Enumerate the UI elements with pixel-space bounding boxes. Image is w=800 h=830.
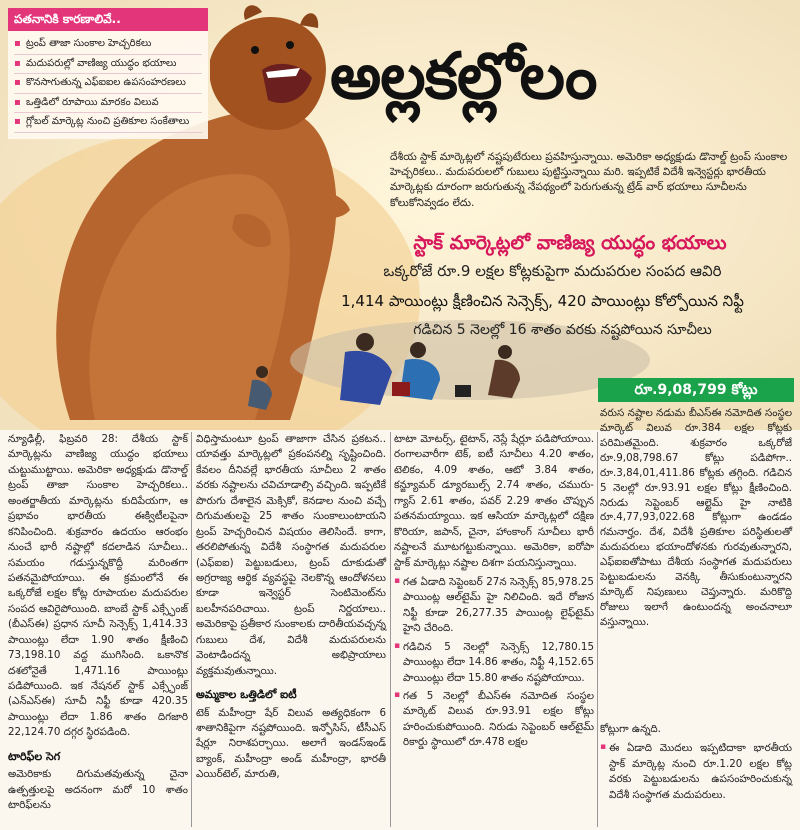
list-item: ▪ కొనసాగుతున్న ఎఫ్ఐఐల ఉపసంహరణలు <box>14 74 202 94</box>
bullet-point: ▪ గత 5 నెలల్లో బీఎస్ఈ నమోదిత సంస్థల మార్కెట్ విలువ రూ.93.91 లక్షల కోట్లు హరించుకుపోయింది. నిరుడు సెప్టెంబర్ ఆల్‌టైమ్ రికార్డు స్థాయిలో రూ.478 లక్షల <box>394 689 594 751</box>
subheading-trade-war: స్టాక్ మార్కెట్లలో వాణిజ్య యుద్ధం భయాలు <box>413 232 727 254</box>
article-paragraph: టాటా మోటర్స్, టైటాన్, నెస్లే షేర్లూ పడిపోయాయి. రంగాలవారీగా టెక్, ఐటీ సూచీలు 4.20 శాతం, టెలికం, 4.09 శాతం, ఆటో 3.84 శాతం, కన్జ్యూమర్ డ్యూరబుల్స్ 2.74 శాతం, చమురు-గ్యాస్ 2.61 శాతం, పవర్ 2.29 శాతం చొప్పున పతనమయ్యాయి. ఇక ఆసియా మార్కెట్లలో దక్షిణ కొరియా, జపాన్, చైనా, హాంకాంగ్ సూచీలు భారీ నష్టాలనే మూటగట్టుకున్నాయి. అమెరికా, ఐరోపా స్టాక్ మార్కెట్లు నష్టాల దిశగా పయనిస్తున్నాయి. <box>394 433 594 569</box>
bullet-point: ▪ గత ఏడాది సెప్టెంబర్ 27న సెన్సెక్స్ 85,978.25 పాయింట్ల ఆల్‌టైమ్ హై నిలిచింది. ఇదే రోజున నిఫ్టీ కూడా 26,277.35 పాయింట్ల లైఫ్‌టైమ్ హైని చేరింది. <box>394 575 594 637</box>
market-cap-loss-text: వరుస నష్టాల నడుమ బీఎస్ఈ నమోదిత సంస్థల మార్కెట్ విలువ రూ.384 లక్షల కోట్లకు పరిమితమైంది. శుక్రవారం ఒక్కరోజే రూ.9,08,798.67 కోట్లు పడిపోగా.. రూ.3,84,01,411.86 కోట్లకు తగ్గింది. గడిచిన 5 నెలల్లో రూ.93.91 లక్షల కోట్లు క్షీణించింది. నిరుడు సెప్టెంబర్ ఆల్టైమ్ హై నాటికి రూ.4,77,93,022.68 కోట్లుగా ఉండడం గమనార్హం. దేశ, విదేశీ ప్రతికూల పరిస్థితులతో మదుపరులు భయాందోళనకు గురవుతున్నారని, ఎఫ్ఐఐతోపాటు దేశీయ సంస్థాగత మదుపరులు పెట్టుబడులను వెనక్కి తీసుకుంటున్నారని మార్కెట్ నిపుణులు చెప్తున్నారు. మరికొద్ది రోజులు ఇలాగే ఉంటుందన్న అంచనాలూ వస్తున్నాయి. <box>600 407 792 628</box>
list-item: ▪ గ్లోబల్ మార్కెట్ల నుంచి ప్రతికూల సంకేతాలు <box>14 113 202 133</box>
column-divider <box>390 432 391 827</box>
column-divider <box>191 432 192 827</box>
section-heading: టారిఫ్‌ల సెగ <box>8 749 61 763</box>
bullet-point: ▪ ఈ ఏడాది మొదలు ఇప్పటిదాకా భారతీయ స్టాక్ మార్కెట్ల నుంచి రూ.1.20 లక్షల కోట్ల వరకు పెట్టుబడులను ఉపసంహరించుకున్న విదేశీ సంస్థాగత మదుపరులు. <box>600 741 792 803</box>
intro-paragraph: దేశీయ స్టాక్ మార్కెట్లలో నష్టపుటేరులు ప్రవహిస్తున్నాయి. అమెరికా అధ్యక్షుడు డొనాల్డ్ ట్రంప్ సుంకాల హెచ్చరికలు.. మదుపరులలో గుబులు పుట్టిస్తున్నాయి మరి. ఇప్పటికే విదేశీ ఇన్వెస్టర్లు భారతీయ మార్కెట్లకు దూరంగా జరుగుతున్న నేపథ్యంలో పెరుగుతున్న ట్రేడ్ వార్ భయాలు సూచీలను కోలుకోనివ్వడం లేదు. <box>390 151 788 209</box>
list-item: ▪ ఒత్తిడిలో రూపాయి మారకం విలువ <box>14 94 202 114</box>
article-column-1 <box>8 432 188 818</box>
article-paragraph: కోట్లుగా ఉన్నది. <box>600 723 661 735</box>
article-paragraph: విధిస్తామంటూ ట్రంప్ తాజాగా చేసిన ప్రకటన.. యావత్తు మార్కెట్లలో ప్రకంపనల్ని సృష్టించింది. కేవలం దీనివల్లే భారతీయ సూచీలు 2 శాతం వరకు నష్టాలను చవిచూడాల్సి వచ్చింది. ఇప్పటికే పొరుగు దేశాలైన మెక్సికో, కెనడాల నుంచి వచ్చే దిగుమతులపై 25 శాతం సుంకాలుంటాయని ట్రంప్ హెచ్చరించిన విషయం తెలిసిందే. కాగా, తరలిపోతున్న విదేశీ సంస్థాగత మదుపరుల (ఎఫ్ఐఐ) పెట్టుబడులు, ట్రంప్ దూకుడుతో అగ్రరాజ్య ఆర్థిక వ్యవస్థపై నెలకొన్న ఆందోళనలు కూడా ఇన్వెస్టర్ సెంటిమెంట్‌ను బలహీనపరిచాయి. ట్రంప్ నిర్ణయాలు.. అమెరికాపై ప్రతీకార సుంకాలకు దారితీయవచ్చన్న గుబులు దేశ, విదేశీ మదుపరులను వెంటాడిందన్న అభిప్రాయాలు వ్యక్తమవుతున్నాయి. <box>196 433 386 677</box>
article-paragraph: అమెరికాకు దిగుమతవుతున్న చైనా ఉత్పత్తులపై అదనంగా మరో 10 శాతం టారిఫ్‌లను <box>8 768 188 812</box>
reasons-panel <box>8 8 208 139</box>
section-heading: అమ్మకాల ఒత్తిడిలో ఐటీ <box>196 688 297 701</box>
article-paragraph: టెక్ మహీంద్రా షేర్ విలువ అత్యధికంగా 6 శాతానికిపైగా నష్టపోయింది. ఇన్ఫోసిస్, టీసీఎస్ షేర్లూ నిరాశపర్చాయి. అలాగే ఇండస్‌ఇండ్ బ్యాంక్, మహీంద్రా అండ్ మహీంద్రా, భారతీ ఎయిర్‌టెల్, మారుతి, <box>196 706 386 781</box>
market-cap-loss-badge: రూ.9,08,799 కోట్లు <box>598 378 794 402</box>
list-item: ▪ ట్రంప్ తాజా సుంకాల హెచ్చరికలు <box>14 35 202 55</box>
subheading-index-fall: 1,414 పాయింట్లు క్షీణించిన సెన్సెక్స్, 420 పాయింట్లు కోల్పోయిన నిఫ్టీ <box>341 292 744 310</box>
subheading-five-month-loss: గడిచిన 5 నెలల్లో 16 శాతం వరకు నష్టపోయిన సూచీలు <box>413 322 712 338</box>
article-column-3 <box>394 432 594 754</box>
page-title: అల్లకల్లోలం <box>330 40 597 114</box>
article-column-4 <box>600 722 792 806</box>
reasons-list <box>8 31 208 139</box>
column-divider <box>597 432 598 827</box>
article-paragraph: న్యూఢిల్లీ, ఫిబ్రవరి 28: దేశీయ స్టాక్ మార్కెట్లను వాణిజ్య యుద్ధం భయాలు చుట్టుముట్టాయి. అమెరికా అధ్యక్షుడు డొనాల్డ్ ట్రంప్ తాజా సుంకాల హెచ్చరికలు.. అంతర్జాతీయ మార్కెట్లను కుదిపేయగా, ఆ ప్రభావం భారతీయ ఈక్విటీలపైనా కనిపించింది. శుక్రవారం ఉదయం ఆరంభం నుంచే భారీ నష్టాల్లో కదలాడిన సూచీలు.. సమయం గడుస్తున్నకొద్దీ మరింతగా పతనమైపోయాయి. ఈ క్రమంలోనే ఈ ఒక్కరోజే లక్షల కోట్ల రూపాయల మదుపరుల సంపద ఆవిరైపోయింది. బాంబే స్టాక్ ఎక్స్ఛేంజ్ (బీఎస్ఈ) ప్రధాన సూచీ సెన్సెక్స్ 1,414.33 పాయింట్లు లేదా 1.90 శాతం క్షీణించి 73,198.10 వద్ద ముగిసింది. ఒకానొక దశలోనైతే 1,471.16 పాయింట్లు పడిపోయింది. ఇక నేషనల్ స్టాక్ ఎక్స్ఛేంజ్ (ఎన్ఎస్ఈ) సూచీ నిఫ్టీ కూడా 420.35 పాయింట్లు లేదా 1.86 శాతం దిగజారి 22,124.70 దగ్గర స్థిరపడింది. <box>8 433 188 739</box>
article-column-2 <box>196 432 386 787</box>
list-item: ▪ మదుపరుల్లో వాణిజ్య యుద్ధం భయాలు <box>14 55 202 75</box>
bullet-point: ▪ గడిచిన 5 నెలల్లో సెన్సెక్స్ 12,780.15 పాయింట్లు లేదా 14.86 శాతం, నిఫ్టీ 4,152.65 పాయింట్లు లేదా 15.80 శాతం నష్టపోయాయి. <box>394 640 594 686</box>
subheading-wealth-loss: ఒక్కరోజే రూ.9 లక్షల కోట్లకుపైగా మదుపరుల సంపద ఆవిరి <box>383 262 722 280</box>
reasons-heading: పతనానికి కారణాలివే.. <box>8 8 208 31</box>
